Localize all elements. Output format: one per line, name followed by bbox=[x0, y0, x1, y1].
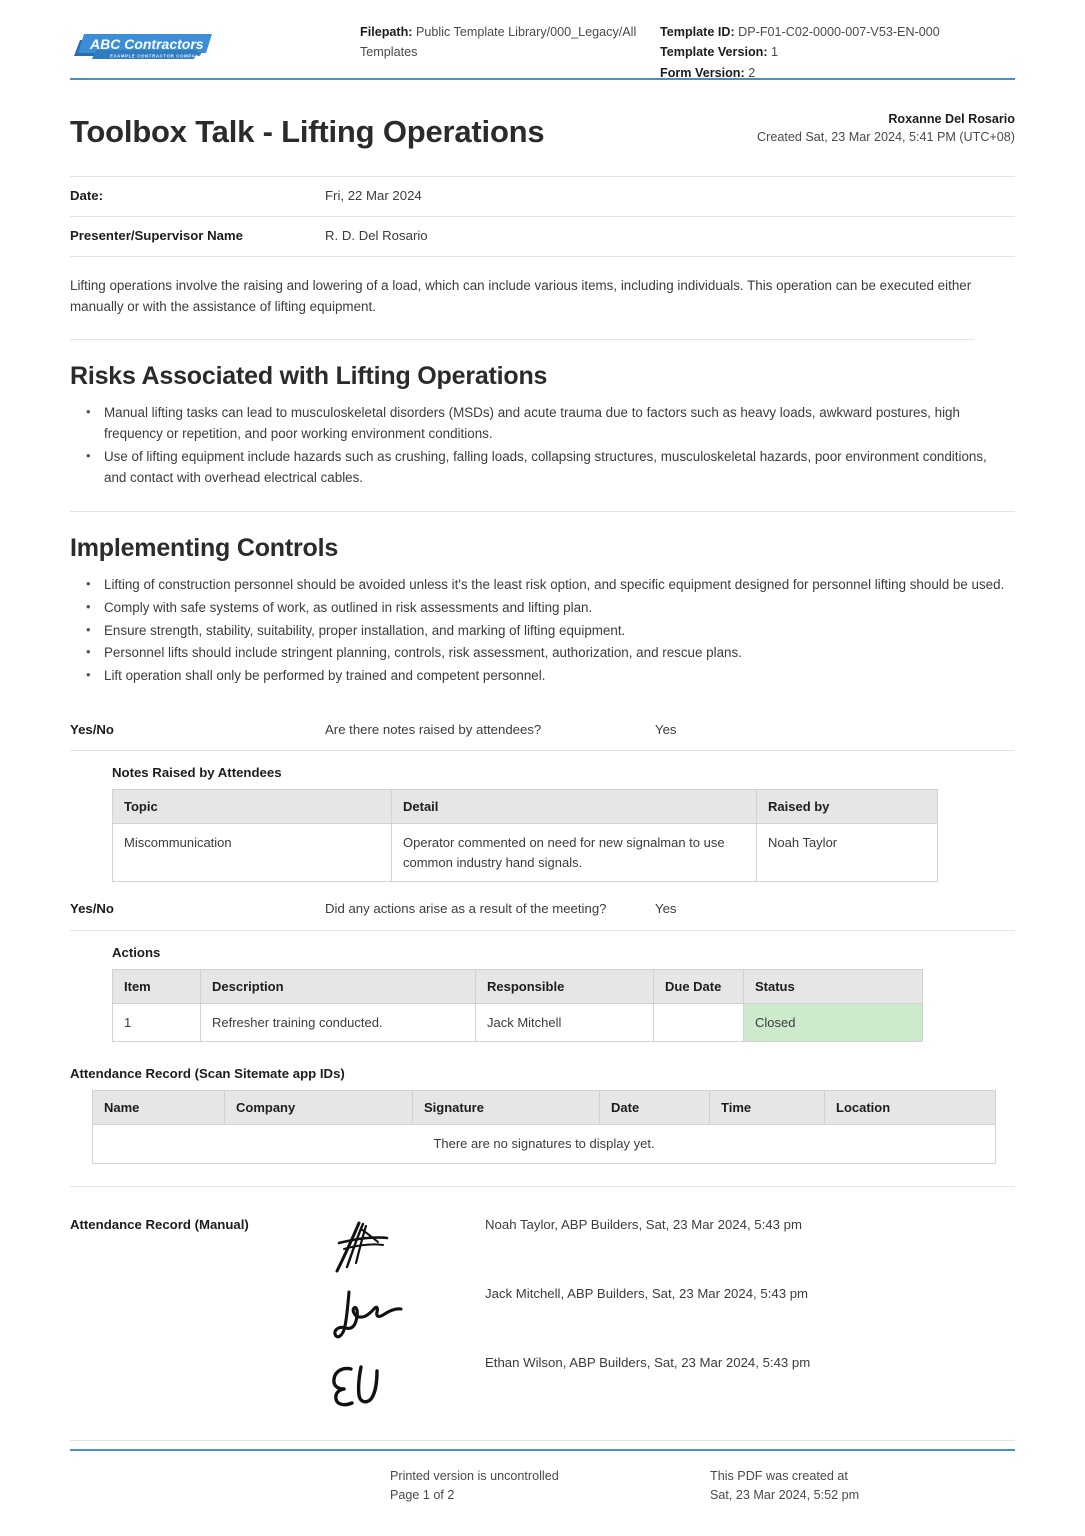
list-item: • Use of lifting equipment include hazards such as crushing, falling loads, collapsing structures, musculoskeletal hazards, poor environment conditions, and contact with overhead electrical cables. bbox=[70, 447, 1010, 489]
notes-answer-value: Yes bbox=[655, 722, 677, 738]
document-header bbox=[70, 0, 1015, 80]
list-item: • Personnel lifts should include stringent planning, controls, risk assessment, authorization, and rescue plans. bbox=[70, 643, 1010, 664]
noah-taylor-signature-icon bbox=[325, 1215, 485, 1277]
risks-section bbox=[70, 340, 1015, 512]
list-item bbox=[325, 1353, 1015, 1422]
pdf-created-label: This PDF was created at bbox=[710, 1468, 848, 1483]
template-version-line bbox=[660, 42, 1015, 62]
manual-section-divider bbox=[70, 1440, 1015, 1441]
filepath-label: Filepath: bbox=[360, 25, 413, 39]
template-version-value: 1 bbox=[771, 45, 779, 60]
actions-yesno-label: Yes/No bbox=[70, 901, 114, 917]
actions-question-text: Did any actions arise as a result of the meeting? bbox=[325, 901, 607, 917]
abc-contractors-logo-icon bbox=[70, 28, 212, 66]
actions-col-status: Status bbox=[744, 969, 923, 1003]
list-item: • Comply with safe systems of work, as outlined in risk assessments and lifting plan. bbox=[70, 598, 1010, 619]
controls-section bbox=[70, 512, 1015, 712]
table-header-row bbox=[93, 1091, 996, 1125]
actions-cell-responsible: Jack Mitchell bbox=[476, 1003, 654, 1042]
notes-cell-topic: Miscommunication bbox=[113, 824, 392, 882]
actions-cell-description: Refresher training conducted. bbox=[201, 1003, 476, 1042]
attendance-scan-table bbox=[92, 1090, 996, 1164]
attendance-manual-label: Attendance Record (Manual) bbox=[70, 1216, 249, 1232]
controls-heading: Implementing Controls bbox=[70, 533, 339, 562]
svg-text:EXAMPLE CONTRACTOR COMPANY: EXAMPLE CONTRACTOR COMPANY bbox=[110, 53, 203, 59]
notes-table-title: Notes Raised by Attendees bbox=[112, 765, 282, 781]
field-row-actions-question bbox=[70, 890, 1015, 930]
controls-bullet-list bbox=[70, 575, 1015, 688]
template-id-label: Template ID: bbox=[660, 25, 735, 39]
created-timestamp: Created Sat, 23 Mar 2024, 5:41 PM (UTC+08) bbox=[757, 130, 1015, 145]
presenter-label: Presenter/Supervisor Name bbox=[70, 227, 243, 243]
actions-col-responsible: Responsible bbox=[476, 969, 654, 1003]
table-row bbox=[113, 1003, 923, 1042]
actions-cell-due-date bbox=[654, 1003, 744, 1042]
attend-col-company: Company bbox=[225, 1091, 413, 1125]
title-meta bbox=[757, 110, 1015, 150]
list-item: • Lift operation shall only be performed by trained and competent personnel. bbox=[70, 666, 1010, 687]
list-item: • Manual lifting tasks can lead to musculoskeletal disorders (MSDs) and acute trauma due to factors such as heavy loads, awkward postures, high frequency or repetition, and poor working environment conditions. bbox=[70, 403, 1010, 445]
form-version-value: 2 bbox=[748, 65, 756, 80]
table-header-row bbox=[113, 969, 923, 1003]
field-row-presenter bbox=[70, 217, 1015, 257]
author-name: Roxanne Del Rosario bbox=[888, 112, 1015, 126]
form-version-line bbox=[660, 63, 1015, 83]
status-badge: Closed bbox=[744, 1003, 923, 1042]
footer-columns bbox=[70, 1467, 1015, 1506]
actions-col-item: Item bbox=[113, 969, 201, 1003]
date-value: Fri, 22 Mar 2024 bbox=[325, 187, 422, 203]
footer-spacer bbox=[70, 1467, 390, 1506]
attend-col-name: Name bbox=[93, 1091, 225, 1125]
signature-caption: Ethan Wilson, ABP Builders, Sat, 23 Mar 2024, 5:43 pm bbox=[485, 1354, 811, 1370]
ethan-wilson-signature-icon bbox=[325, 1353, 485, 1415]
template-id-value: DP-F01-C02-0000-007-V53-EN-000 bbox=[738, 25, 940, 39]
attendance-scan-title: Attendance Record (Scan Sitemate app IDs) bbox=[70, 1066, 345, 1082]
signature-list bbox=[325, 1215, 1015, 1422]
footer-left-column bbox=[390, 1467, 710, 1506]
actions-table-block bbox=[70, 931, 1015, 1051]
notes-table-block bbox=[70, 751, 1015, 890]
notes-question-text: Are there notes raised by attendees? bbox=[325, 722, 542, 738]
footer-divider bbox=[70, 1449, 1015, 1451]
logo-container bbox=[70, 22, 360, 66]
notes-cell-detail: Operator commented on need for new signalman to use common industry hand signals. bbox=[392, 824, 757, 882]
table-header-row bbox=[113, 790, 938, 824]
page-title: Toolbox Talk - Lifting Operations bbox=[70, 114, 545, 150]
attend-col-date: Date bbox=[600, 1091, 710, 1125]
notes-col-topic: Topic bbox=[113, 790, 392, 824]
attend-col-time: Time bbox=[710, 1091, 825, 1125]
risks-bullet-list bbox=[70, 403, 1015, 489]
table-row bbox=[93, 1125, 996, 1164]
list-item bbox=[325, 1215, 1015, 1284]
form-version-label: Form Version: bbox=[660, 65, 745, 80]
footer-right-column bbox=[710, 1467, 1015, 1506]
notes-col-raised-by: Raised by bbox=[757, 790, 938, 824]
template-id-line bbox=[660, 22, 1015, 42]
notes-table bbox=[112, 789, 938, 882]
attend-col-signature: Signature bbox=[413, 1091, 600, 1125]
title-row bbox=[70, 110, 1015, 150]
notes-yesno-label: Yes/No bbox=[70, 722, 114, 738]
signature-caption: Jack Mitchell, ABP Builders, Sat, 23 Mar 2024, 5:43 pm bbox=[485, 1285, 809, 1301]
table-row bbox=[113, 824, 938, 882]
field-row-notes-question bbox=[70, 711, 1015, 751]
page-number: Page 1 of 2 bbox=[390, 1488, 455, 1503]
field-row-date bbox=[70, 176, 1015, 217]
filepath-value: Public Template Library/000_Legacy/All Templates bbox=[360, 25, 637, 60]
jack-mitchell-signature-icon bbox=[325, 1284, 485, 1346]
actions-cell-item: 1 bbox=[113, 1003, 201, 1042]
actions-answer-value: Yes bbox=[655, 901, 677, 917]
actions-table bbox=[112, 969, 923, 1043]
notes-cell-raised-by: Noah Taylor bbox=[757, 824, 938, 882]
notes-col-detail: Detail bbox=[392, 790, 757, 824]
intro-paragraph: Lifting operations involve the raising and lowering of a load, which can include various items, including individuals. This operation can be executed either manually or with the assistance of lifting equipment. bbox=[70, 257, 975, 340]
list-item: • Ensure strength, stability, suitability, proper installation, and marking of lifting equipment. bbox=[70, 621, 1010, 642]
signature-caption: Noah Taylor, ABP Builders, Sat, 23 Mar 2024, 5:43 pm bbox=[485, 1216, 802, 1232]
actions-table-title: Actions bbox=[112, 944, 161, 960]
attendance-scan-block bbox=[70, 1050, 1015, 1164]
filepath-block bbox=[360, 22, 660, 63]
document-footer bbox=[70, 1443, 1015, 1506]
actions-col-due-date: Due Date bbox=[654, 969, 744, 1003]
printed-notice: Printed version is uncontrolled bbox=[390, 1468, 559, 1483]
attendance-manual-block bbox=[70, 1186, 1015, 1422]
actions-col-description: Description bbox=[201, 969, 476, 1003]
list-item: • Lifting of construction personnel should be avoided unless it's the least risk option, and specific equipment designed for personnel lifting should be used. bbox=[70, 575, 1010, 596]
field-rows bbox=[70, 176, 1015, 257]
presenter-value: R. D. Del Rosario bbox=[325, 227, 428, 243]
risks-heading: Risks Associated with Lifting Operations bbox=[70, 362, 548, 391]
list-item bbox=[325, 1284, 1015, 1353]
attend-col-location: Location bbox=[825, 1091, 996, 1125]
template-meta-block bbox=[660, 22, 1015, 83]
template-version-label: Template Version: bbox=[660, 45, 768, 60]
date-label: Date: bbox=[70, 187, 103, 203]
svg-text:ABC Contractors: ABC Contractors bbox=[90, 36, 204, 52]
pdf-created-value: Sat, 23 Mar 2024, 5:52 pm bbox=[710, 1488, 860, 1503]
attendance-empty-message: There are no signatures to display yet. bbox=[93, 1125, 996, 1164]
